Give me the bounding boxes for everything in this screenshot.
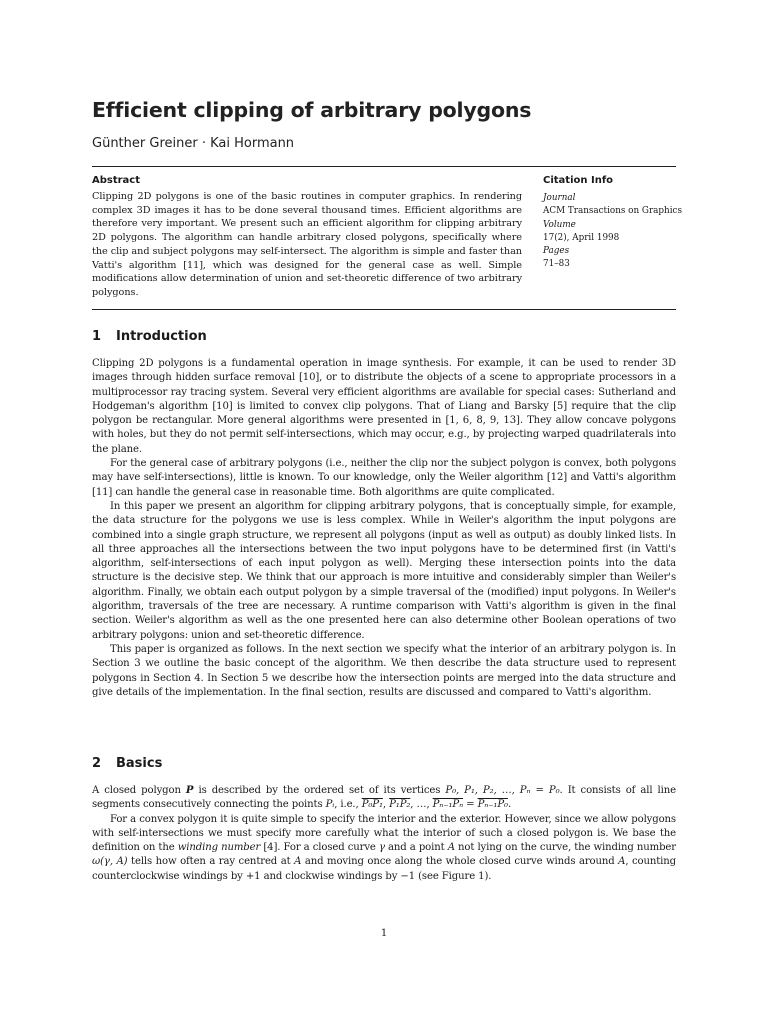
term-winding-number: winding number	[177, 842, 261, 854]
math-segment: P₀P₁	[361, 799, 383, 811]
citation-volume-label: Volume	[543, 219, 576, 230]
paragraph: In this paper we present an algorithm for clipping arbitrary polygons, that is conceptually simple, for example, the data structure for the polygons we use is less complex. While in Weiler's algorithm the input polygons are combined into a single graph structure, we represent all polygons (input as well as output) as doubly linked lists. In all three approaches all the intersections between the two input polygons have to be determined first (in Vatti's algorithm, self-intersections of each input polygon as well). Merging these intersection points into the data structure is the decisive step. We think that our approach is more intuitive and considerably simpler than Weiler's algorithm. Finally, we obtain each output polygon by a simple traversal of the (modified) input polygons. In Weiler's algorithm, traversals of the tree are necessary. A runtime comparison with Vatti's algorithm is given in the final section. Weiler's algorithm as well as the one presented here can also determine other Boolean operations of two arbitrary polygons: union and set-theoretic difference.	[92, 500, 676, 641]
section-heading-introduction	[92, 329, 207, 344]
basics-body	[92, 784, 676, 884]
section-number: 2	[92, 756, 102, 771]
section-title: Introduction	[116, 329, 207, 344]
paragraph: For the general case of arbitrary polygons (i.e., neither the clip nor the subject polygon is convex, both polygons may have self-intersections), little is known. To our knowledge, only the Weiler algorithm [12] and Vatti's algorithm [11] can handle the general case in reasonable time. Both algorithms are quite complicated.	[92, 458, 676, 498]
abstract-heading: Abstract	[92, 175, 141, 186]
paragraph: Clipping 2D polygons is a fundamental operation in image synthesis. For example, it can be used to render 3D images through hidden surface removal [10], or to distribute the objects of a scene to appropriate processors in a multiprocessor ray tracing system. Several very efficient algorithms are available for special cases: Sutherland and Hodgeman's algorithm [10] is limited to convex clip polygons. That of Liang and Barsky [5] require that the clip polygon be rectangular. More general algorithms were presented in [1, 6, 8, 9, 13]. They allow concave polygons with holes, but they do not permit self-intersections, which may occur, e.g., by projecting warped quadrilaterals into the plane.	[92, 358, 676, 455]
math-segment: Pₙ₋₁Pₙ	[432, 799, 464, 811]
abstract-rule	[92, 309, 676, 310]
paragraph: A closed polygon P is described by the ordered set of its vertices P₀, P₁, P₂, …, Pₙ = P₀. It consists of all line segments consecutively connecting the points Pᵢ, i.e., P₀P₁, P₁P₂, …, Pₙ₋₁Pₙ = Pₙ₋₁P₀.	[92, 785, 677, 811]
section-heading-basics	[92, 756, 162, 771]
abstract-text: Clipping 2D polygons is one of the basic routines in computer graphics. In rendering complex 3D images it has to be done several thousand times. Efficient algorithms are therefore very important. We present such an efficient algorithm for clipping arbitrary 2D polygons. The algorithm can handle arbitrary closed polygons, specifically where the clip and subject polygons may self-intersect. The algorithm is simple and faster than Vatti's algorithm [11], which was designed for the general case as well. Simple modifications allow determination of union and set-theoretic difference of two arbitrary polygons.	[92, 191, 522, 298]
citation-journal-label: Journal	[543, 193, 576, 203]
paragraph: For a convex polygon it is quite simple to specify the interior and the exterior. However, since we allow polygons with self-intersections we must specify more carefully what the interior of such a closed polygon is. We base the definition on the winding number [4]. For a closed curve γ and a point A not lying on the curve, the winding number ω(γ, A) tells how often a ray centred at A and moving once along the whole closed curve winds around A, counting counterclockwise windings by +1 and clockwise windings by −1 (see Figure 1).	[92, 813, 677, 882]
citation-info	[543, 192, 683, 272]
introduction-body	[92, 357, 676, 700]
paper-title: Efficient clipping of arbitrary polygons	[92, 98, 532, 122]
page-number: 1	[380, 928, 388, 939]
citation-journal: ACM Transactions on Graphics	[543, 206, 682, 217]
math-omega: ω(γ, A)	[92, 856, 128, 868]
section-number: 1	[92, 329, 102, 344]
math-segment: P₁P₂	[389, 799, 411, 811]
polygon-symbol: P	[185, 785, 194, 796]
section-title: Basics	[116, 756, 163, 771]
math-pi: Pᵢ	[325, 799, 335, 811]
top-rule	[92, 166, 676, 167]
paragraph: This paper is organized as follows. In the next section we specify what the interior of an arbitrary polygon is. In Section 3 we outline the basic concept of the algorithm. We then describe the data structure used to represent polygons in Section 4. In Section 5 we describe how the intersection points are merged into the data structure and give details of the implementation. In the final section, results are discussed and compared to Vatti's algorithm.	[92, 643, 676, 698]
citation-volume: 17(2), April 1998	[543, 232, 620, 243]
paper-authors: Günther Greiner · Kai Hormann	[92, 136, 295, 151]
citation-pages: 71–83	[543, 259, 570, 270]
math-vertices: P₀, P₁, P₂, …, Pₙ = P₀	[445, 785, 560, 796]
math-segment: Pₙ₋₁P₀	[477, 799, 508, 811]
citation-pages-label: Pages	[543, 246, 570, 257]
citation-heading: Citation Info	[543, 175, 614, 186]
